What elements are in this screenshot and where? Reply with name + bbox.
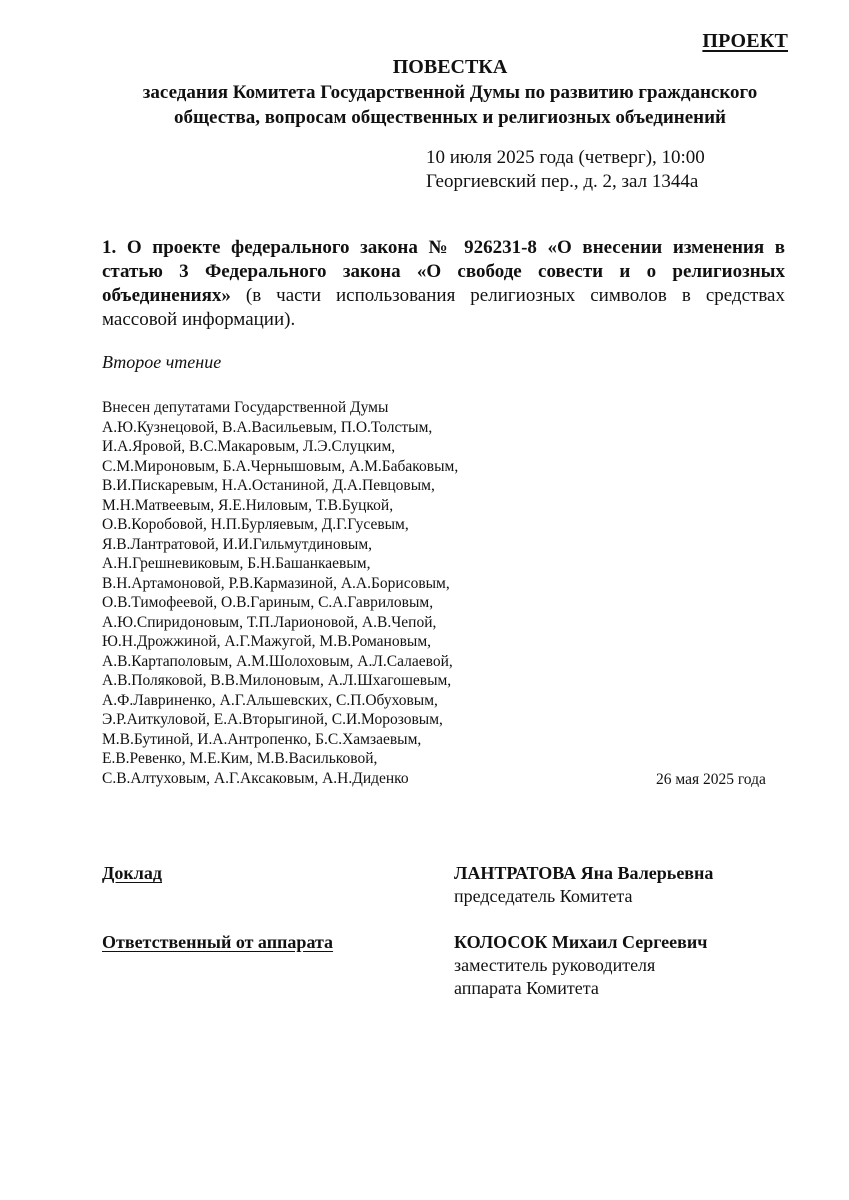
meeting-datetime: 10 июля 2025 года (четверг), 10:00 xyxy=(426,147,705,168)
authors-line: А.В.Поляковой, В.В.Милоновым, А.Л.Шхагошевым, xyxy=(102,672,452,689)
authors-line: Я.В.Лантратовой, И.И.Гильмутдиновым, xyxy=(102,535,373,553)
authors-line: И.А.Яровой, В.С.Макаровым, Л.Э.Слуцким, xyxy=(102,438,396,455)
document-title: ПОВЕСТКА xyxy=(392,56,508,78)
agenda-item xyxy=(102,236,785,332)
authors-line: С.В.Алтуховым, А.Г.Аксаковым, А.Н.Диденко xyxy=(102,769,409,787)
agenda-item-title: О проекте федерального закона № 926231-8 «О внесении изменения в статью 3 Федерального закона «О свободе совести и о религиозных объединениях» xyxy=(102,237,785,306)
authors-line: А.Ф.Лавриненко, А.Г.Альшевских, С.П.Обуховым, xyxy=(102,691,438,709)
person-position: председатель Комитета xyxy=(454,886,633,906)
authors-list xyxy=(102,398,458,788)
authors-line: О.В.Коробовой, Н.П.Бурляевым, Д.Г.Гусевым, xyxy=(102,516,409,533)
document-subtitle-line: общества, вопросам общественных и религиозных объединений xyxy=(174,107,726,128)
role-label: Ответственный от аппарата xyxy=(102,932,334,952)
authors-line: А.Н.Грешневиковым, Б.Н.Башанкаевым, xyxy=(102,555,371,572)
agenda-item-description: (в части использования религиозных символов в средствах массовой информации). xyxy=(102,285,785,330)
authors-line: В.И.Пискаревым, Н.А.Останиной, Д.А.Певцовым, xyxy=(102,477,435,494)
meeting-location: Георгиевский пер., д. 2, зал 1344а xyxy=(426,171,699,192)
person-name: КОЛОСОК Михаил Сергеевич xyxy=(454,932,708,952)
authors-line: А.В.Картаполовым, А.М.Шолоховым, А.Л.Салаевой, xyxy=(102,652,453,670)
agenda-item-number: 1. xyxy=(102,237,117,258)
person-position: аппарата Комитета xyxy=(454,978,599,998)
title-block xyxy=(90,54,810,130)
authors-line: А.Ю.Спиридоновым, Т.П.Ларионовой, А.В.Чепой, xyxy=(102,613,437,631)
person-name: ЛАНТРАТОВА Яна Валерьевна xyxy=(454,863,714,883)
meeting-info xyxy=(426,146,705,194)
authors-line: В.Н.Артамоновой, Р.В.Кармазиной, А.А.Борисовым, xyxy=(102,574,450,592)
authors-line: Э.Р.Аиткуловой, Е.А.Вторыгиной, С.И.Морозовым, xyxy=(102,711,443,728)
authors-line: Внесен депутатами Государственной Думы xyxy=(102,399,389,416)
role-label: Доклад xyxy=(102,863,162,883)
authors-line: О.В.Тимофеевой, О.В.Гариным, С.А.Гавриловым, xyxy=(102,594,434,611)
role-person xyxy=(454,862,713,908)
reading-stage: Второе чтение xyxy=(102,352,222,372)
submitted-date: 26 мая 2025 года xyxy=(656,771,766,788)
authors-line: А.Ю.Кузнецовой, В.А.Васильевым, П.О.Толстым, xyxy=(102,418,433,436)
authors-line: С.М.Мироновым, Б.А.Чернышовым, А.М.Бабаковым, xyxy=(102,457,459,475)
authors-line: Е.В.Ревенко, М.Е.Ким, М.В.Васильковой, xyxy=(102,750,378,767)
authors-line: М.Н.Матвеевым, Я.Е.Ниловым, Т.В.Буцкой, xyxy=(102,496,394,514)
person-position: заместитель руководителя xyxy=(454,955,656,975)
document-subtitle-line: заседания Комитета Государственной Думы по развитию гражданского xyxy=(142,82,758,103)
draft-mark: ПРОЕКТ xyxy=(702,30,788,52)
authors-line: Ю.Н.Дрожжиной, А.Г.Мажугой, М.В.Романовым, xyxy=(102,633,432,650)
authors-line: М.В.Бутиной, И.А.Антропенко, Б.С.Хамзаевым, xyxy=(102,730,422,748)
role-person xyxy=(454,931,707,1000)
